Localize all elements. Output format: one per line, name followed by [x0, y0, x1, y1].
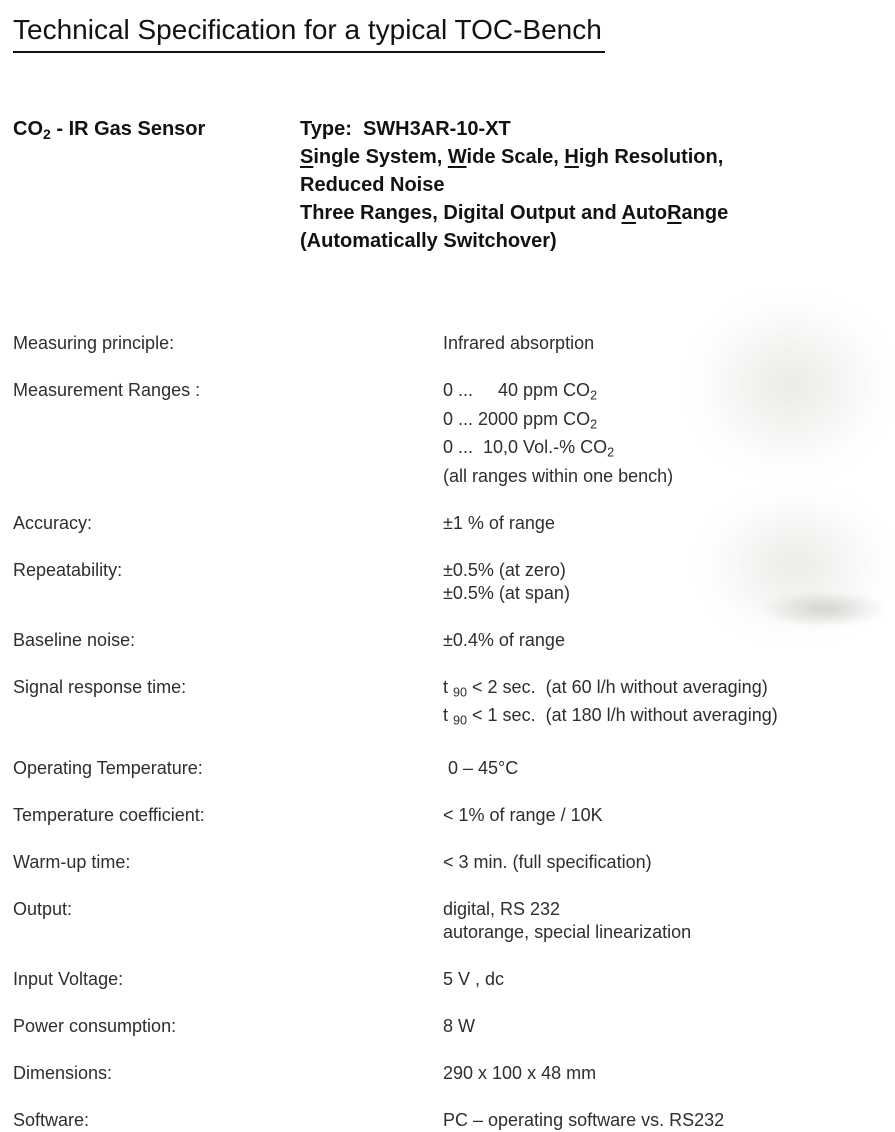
spec-values [443, 1015, 475, 1038]
spec-values [443, 1109, 724, 1132]
spec-row [13, 559, 895, 605]
spec-value-line: < 3 min. (full specification) [443, 851, 652, 872]
spec-row [13, 1109, 895, 1132]
spec-value-line: 5 V , dc [443, 968, 505, 989]
spec-label: Dimensions: [13, 1062, 113, 1083]
spec-label: Measurement Ranges : [13, 380, 201, 400]
spec-row [13, 629, 895, 652]
spec-row [13, 804, 895, 827]
spec-value-line: 0 ... 40 ppm $CO_2$ [443, 380, 598, 403]
spec-values [443, 898, 691, 944]
spec-values [443, 512, 555, 535]
spec-row [13, 851, 895, 874]
spec-values [443, 1062, 596, 1085]
spec-label: Warm-up time: [13, 851, 131, 872]
spec-row [13, 332, 895, 355]
spec-value-line: 8 W [443, 1015, 476, 1036]
spec-value-line: PC – operating software vs. RS232 [443, 1109, 725, 1130]
spec-label: Repeatability: [13, 559, 123, 580]
spec-row [13, 757, 895, 780]
spec-value-line: < 1% of range / 10K [443, 804, 603, 825]
spec-value-line: ±0.4% of range [443, 629, 565, 650]
spec-row [13, 676, 895, 733]
spec-value-line: 290 x 100 x 48 mm [443, 1062, 597, 1083]
spec-label: Power consumption: [13, 1015, 177, 1036]
spec-value-line: t $_{90}$ < 2 sec. (at 60 l/h without averaging) [443, 676, 768, 700]
spec-value-line: 0 ... 2000 ppm $CO_2$ [443, 408, 598, 432]
type-description [300, 115, 728, 255]
spec-row [13, 1062, 895, 1085]
spec-value-line: 0 – 45°C [443, 757, 519, 778]
spec-row [13, 898, 895, 944]
spec-value-line: digital, RS 232 [443, 898, 561, 919]
type-line: (Automatically Switchover) [300, 230, 557, 252]
spec-label: Accuracy: [13, 512, 93, 533]
spec-row [13, 379, 895, 488]
spec-label: Temperature coefficient: [13, 804, 205, 825]
spec-values [443, 629, 565, 652]
spec-values [443, 804, 603, 827]
spec-label: Measuring principle: [13, 333, 175, 353]
type-line: Reduced Noise [300, 174, 445, 196]
spec-values [443, 757, 518, 780]
spec-label: Baseline noise: [13, 629, 136, 650]
type-line: Single System, Wide Scale, High Resolution, [300, 146, 724, 168]
type-line: Type: SWH3AR-10-XT [300, 118, 511, 140]
spec-value-line: ±0.5% (at span) [443, 582, 570, 603]
spec-list [13, 332, 895, 1132]
spec-values [443, 332, 594, 355]
spec-values [443, 676, 778, 733]
spec-values [443, 851, 652, 874]
spec-label: Signal response time: [13, 676, 187, 697]
spec-value-line: 0 ... 10,0 Vol.-% $CO_2$ [443, 437, 615, 460]
spec-row [13, 512, 895, 535]
spec-values [443, 379, 673, 488]
spec-label: Output: [13, 898, 73, 919]
document-title: Technical Specification for a typical TOC-Bench [13, 14, 605, 53]
spec-value-line: ±0.5% (at zero) [443, 559, 566, 580]
type-line: Three Ranges, Digital Output and AutoRange [300, 202, 729, 224]
spec-value-line: autorange, special linearization [443, 921, 692, 942]
spec-value-line: (all ranges within one bench) [443, 465, 674, 486]
spec-label: Software: [13, 1109, 90, 1130]
spec-values [443, 559, 570, 605]
spec-value-line: ±1 % of range [443, 512, 555, 533]
spec-label: Input Voltage: [13, 968, 124, 989]
spec-values [443, 968, 504, 991]
spec-label: Operating Temperature: [13, 757, 203, 778]
spec-value-line: t $_{90}$ < 1 sec. (at 180 l/h without averaging) [443, 705, 778, 728]
product-name: $CO_2$ - IR Gas Sensor [13, 118, 206, 142]
spec-row [13, 968, 895, 991]
spec-value-line: Infrared absorption [443, 333, 595, 353]
product-header [13, 115, 895, 255]
spec-row [13, 1015, 895, 1038]
